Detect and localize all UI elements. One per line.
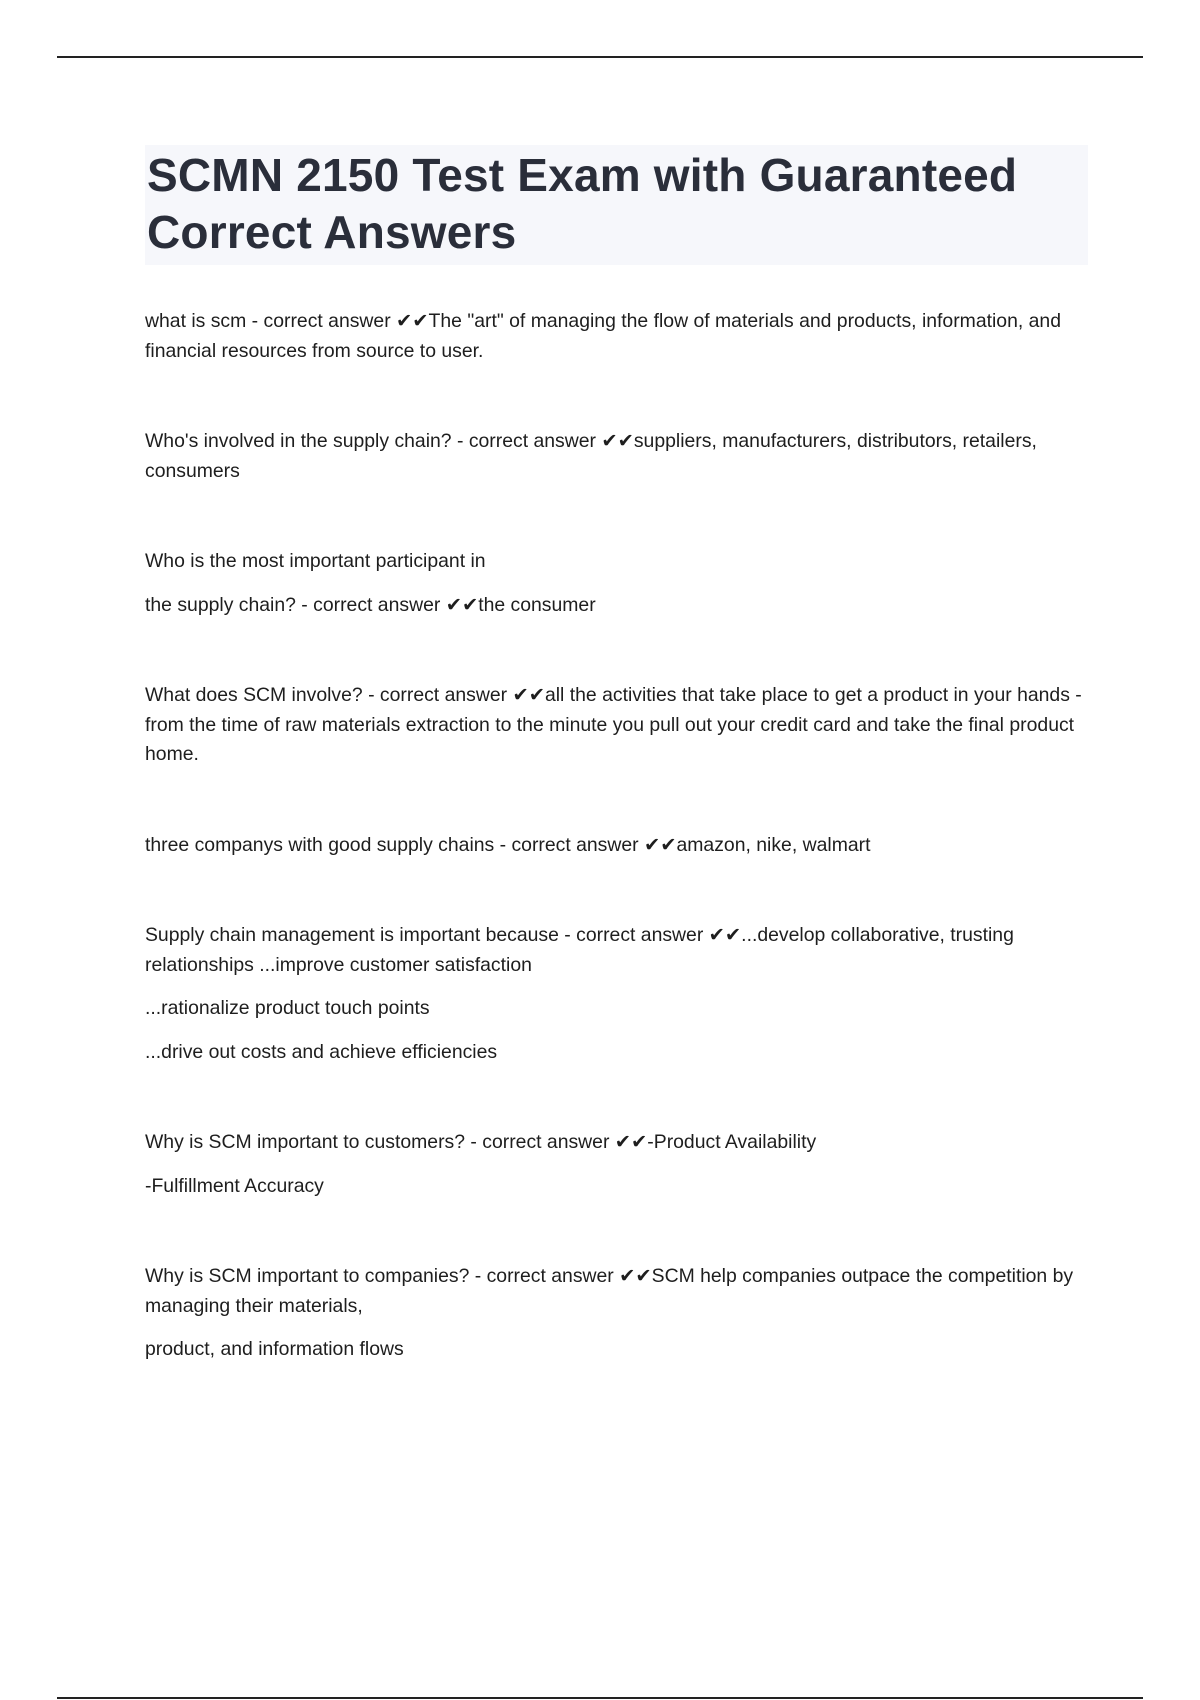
title-block (145, 145, 1088, 265)
qa-text: what is scm - correct answer ✔✔The "art" of managing the flow of materials and products, information, and financial resources from source to user. (145, 310, 1061, 362)
top-divider (57, 56, 1143, 58)
qa-entry (145, 547, 1088, 620)
qa-text: the supply chain? - correct answer ✔✔the consumer (145, 593, 596, 616)
qa-text: -Fulfillment Accuracy (145, 1174, 324, 1197)
qa-text: product, and information flows (145, 1338, 404, 1360)
qa-text: Who's involved in the supply chain? - correct answer ✔✔suppliers, manufacturers, distributors, retailers, consumers (145, 430, 1037, 482)
qa-text: ...drive out costs and achieve efficiencies (145, 1040, 498, 1063)
qa-entry (145, 921, 1088, 1067)
bottom-divider (57, 1697, 1143, 1699)
qa-text: Why is SCM important to customers? - correct answer ✔✔-Product Availability (145, 1131, 817, 1153)
qa-entry (145, 1128, 1088, 1201)
qa-entry (145, 1262, 1088, 1365)
qa-text: Who is the most important participant in (145, 550, 486, 572)
qa-text: Supply chain management is important because - correct answer ✔✔...develop collaborative, trusting relationships ...improve customer satisfaction (145, 924, 1014, 976)
document-title: SCMN 2150 Test Exam with Guaranteed Correct Answers (147, 149, 1018, 258)
qa-text: ...rationalize product touch points (145, 997, 430, 1019)
qa-text: What does SCM involve? - correct answer ✔✔all the activities that take place to get a product in your hands - from the time of raw materials extraction to the minute you pull out your credit card and take the final product home. (145, 684, 1082, 765)
document-body (145, 145, 1088, 1426)
qa-text: Why is SCM important to companies? - correct answer ✔✔SCM help companies outpace the competition by managing their materials, (145, 1265, 1074, 1317)
qa-entry (145, 307, 1088, 366)
qa-text: three companys with good supply chains - correct answer ✔✔amazon, nike, walmart (145, 833, 871, 856)
qa-entry (145, 681, 1088, 770)
qa-entry (145, 427, 1088, 486)
qa-entry (145, 831, 1088, 861)
